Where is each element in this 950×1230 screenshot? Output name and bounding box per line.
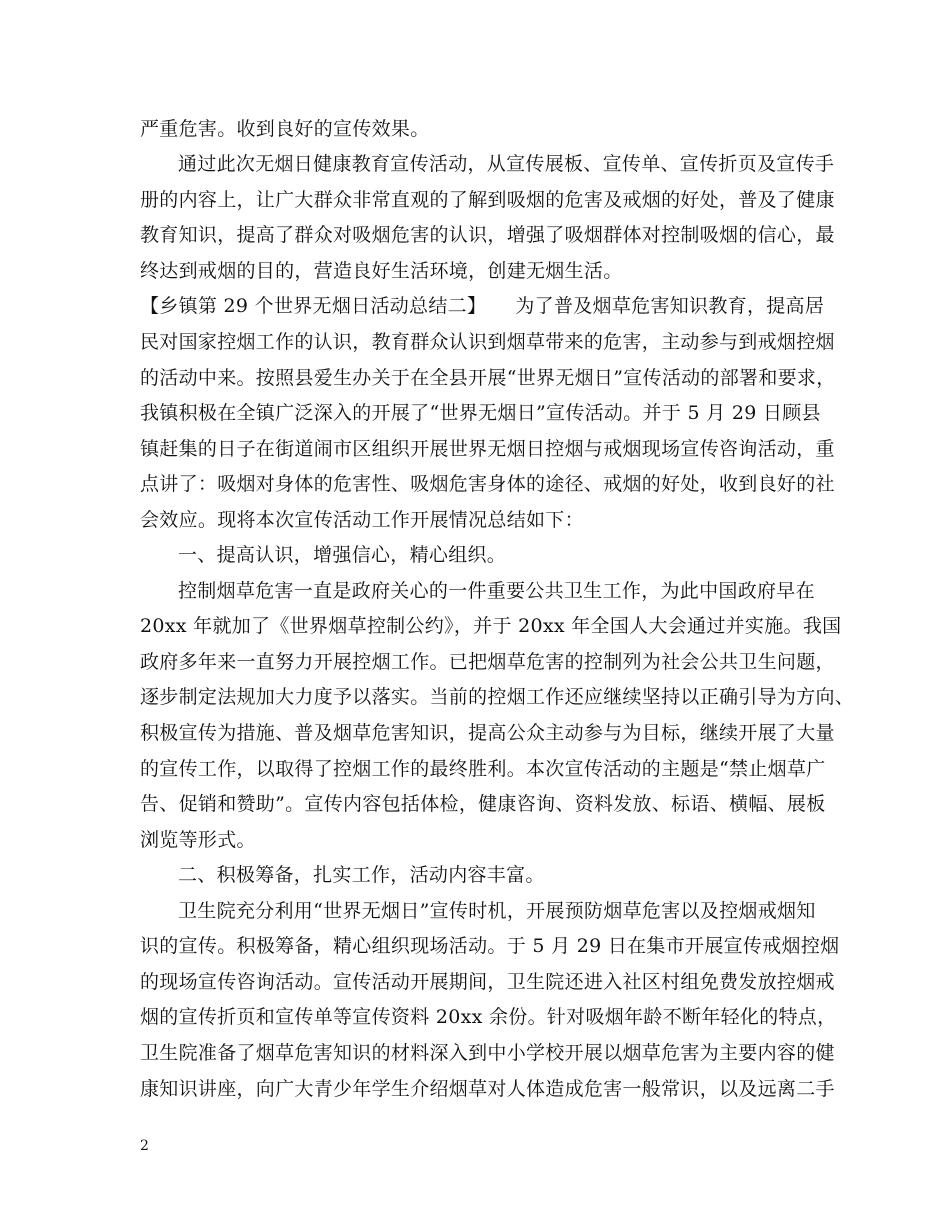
text-line: 的宣传工作，以取得了控烟工作的最终胜利。本次宣传活动的主题是“禁止烟草广 [140,758,826,780]
text-line: 20xx 年就加了《世界烟草控制公约》，并于 20xx 年全国人大会通过并实施。我国 [140,615,842,637]
text-line: 终达到戒烟的目的，营造良好生活环境，创建无烟生活。 [140,260,623,282]
text-line: 积极宣传为措施、普及烟草危害知识，提高公众主动参与为目标，继续开展了大量 [140,722,835,744]
subheading-line: 一、提高认识，增强信心，精心组织。 [178,544,507,566]
paragraph-start-line: 控制烟草危害一直是政府关心的一件重要公共卫生工作，为此中国政府早在 [178,580,815,602]
text-line: 告、促销和赞助”。宣传内容包括体检，健康咨询、资料发放、标语、横幅、展板 [140,793,826,815]
page-number: 2 [140,1138,149,1154]
text-line: 点讲了：吸烟对身体的危害性、吸烟危害身体的途径、戒烟的好处，收到良好的社 [140,473,835,495]
paragraph-start-line: 卫生院充分利用“世界无烟日”宣传时机，开展预防烟草危害以及控烟戒烟知 [178,900,816,922]
subheading-line: 二、积极筹备，扎实工作，活动内容丰富。 [178,864,545,886]
text-line: 镇赶集的日子在街道闹市区组织开展世界无烟日控烟与戒烟现场宣传咨询活动，重 [140,438,835,460]
text-line: 康知识讲座，向广大青少年学生介绍烟草对人体造成危害一般常识，以及远离二手 [140,1078,835,1100]
paragraph-start-line: 通过此次无烟日健康教育宣传活动，从宣传展板、宣传单、宣传折页及宣传手 [178,153,835,175]
text-line: 浏览等形式。 [140,829,256,851]
text-line: 政府多年来一直努力开展控烟工作。已把烟草危害的控制列为社会公共卫生问题， [140,651,835,673]
text-line: 册的内容上，让广大群众非常直观的了解到吸烟的危害及戒烟的好处，普及了健康 [140,189,835,211]
text-line: 的活动中来。按照县爱生办关于在全县开展“世界无烟日”宣传活动的部署和要求， [140,367,836,389]
text-line: 烟的宣传折页和宣传单等宣传资料 20xx 余份。针对吸烟年龄不断年轻化的特点， [140,1006,837,1028]
text-line: 的现场宣传咨询活动。宣传活动开展期间，卫生院还进入社区村组免费发放控烟戒 [140,971,835,993]
text-line: 卫生院准备了烟草危害知识的材料深入到中小学校开展以烟草危害为主要内容的健 [140,1042,835,1064]
text-line: 民对国家控烟工作的认识，教育群众认识到烟草带来的危害，主动参与到戒烟控烟 [140,331,835,353]
text-line: 会效应。现将本次宣传活动工作开展情况总结如下： [140,509,584,531]
section-title-line: 【乡镇第 29 个世界无烟日活动总结二】 为了普及烟草危害知识教育，提高居 [140,295,825,317]
text-line: 教育知识，提高了群众对吸烟危害的认识，增强了吸烟群体对控制吸烟的信心，最 [140,224,835,246]
text-line: 我镇积极在全镇广泛深入的开展了“世界无烟日”宣传活动。并于 5 月 29 日顾县 [140,402,821,424]
text-line: 逐步制定法规加大力度予以落实。当前的控烟工作还应继续坚持以正确引导为方向、 [140,686,855,708]
text-line: 严重危害。收到良好的宣传效果。 [140,118,430,140]
text-line: 识的宣传。积极筹备，精心组织现场活动。于 5 月 29 日在集市开展宣传戒烟控烟 [140,935,840,957]
